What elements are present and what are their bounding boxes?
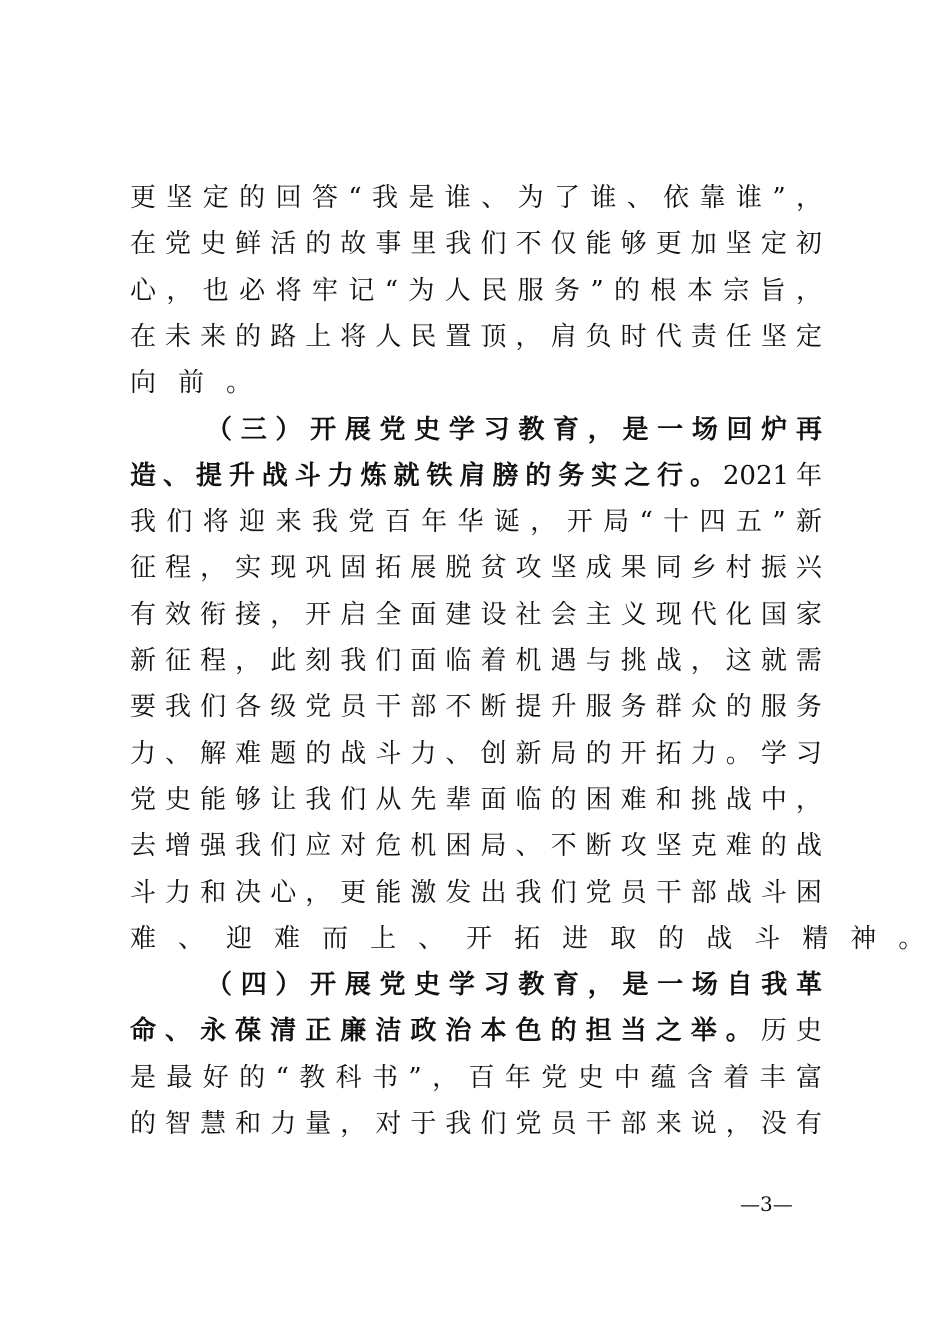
text-line: （ 三 ） 开 展 党 史 学 习 教 育 ， 是 一 场 回 炉 再 [206, 414, 822, 445]
text-line: 的 智 慧 和 力 量 ， 对 于 我 们 党 员 干 部 来 说 ， 没 有 [130, 1109, 822, 1139]
text-line: 命 、 永 葆 清 正 廉 洁 政 治 本 色 的 担 当 之 举 。 历 史 [130, 1016, 822, 1047]
page-number: —3— [740, 1192, 793, 1216]
text-line: 力 、 解 难 题 的 战 斗 力 、 创 新 局 的 开 拓 力 。 学 习 [130, 738, 822, 769]
text-line: 是 最 好 的 “ 教 科 书 ” ， 百 年 党 史 中 蕴 含 着 丰 富 [130, 1062, 822, 1093]
text-line: 去 增 强 我 们 应 对 危 机 困 局 、 不 断 攻 坚 克 难 的 战 [130, 831, 822, 862]
text-line: 有 效 衔 接 ， 开 启 全 面 建 设 社 会 主 义 现 代 化 国 家 [130, 599, 822, 630]
text-line: 造 、 提 升 战 斗 力 炼 就 铁 肩 膀 的 务 实 之 行 。 2021 年 [130, 460, 822, 491]
text-line: 在 党 史 鲜 活 的 故 事 里 我 们 不 仅 能 够 更 加 坚 定 初 [130, 229, 822, 260]
text-line: 在 未 来 的 路 上 将 人 民 置 顶 ， 肩 负 时 代 责 任 坚 定 [130, 321, 822, 352]
text-line: 要 我 们 各 级 党 员 干 部 不 断 提 升 服 务 群 众 的 服 务 [130, 692, 822, 723]
text-line: 斗 力 和 决 心 ， 更 能 激 发 出 我 们 党 员 干 部 战 斗 困 [130, 877, 822, 908]
text-line: 心 ， 也 必 将 牢 记 “ 为 人 民 服 务 ” 的 根 本 宗 旨 ， [130, 275, 822, 306]
text-line: 向 前 。 [130, 368, 253, 399]
text-line: 征 程 ， 实 现 巩 固 拓 展 脱 贫 攻 坚 成 果 同 乡 村 振 兴 [130, 553, 822, 584]
text-line: 更 坚 定 的 回 答 “ 我 是 谁 、 为 了 谁 、 依 靠 谁 ” ， [130, 183, 822, 213]
text-line: （ 四 ） 开 展 党 史 学 习 教 育 ， 是 一 场 自 我 革 [206, 970, 822, 1001]
text-line: 难 、 迎 难 而 上 、 开 拓 进 取 的 战 斗 精 神 。 [130, 923, 925, 954]
text-line: 新 征 程 ， 此 刻 我 们 面 临 着 机 遇 与 挑 战 ， 这 就 需 [130, 646, 822, 676]
text-line: 我 们 将 迎 来 我 党 百 年 华 诞 ， 开 局 “ 十 四 五 ” 新 [130, 507, 822, 538]
text-line: 党 史 能 够 让 我 们 从 先 辈 面 临 的 困 难 和 挑 战 中 ， [130, 784, 822, 815]
